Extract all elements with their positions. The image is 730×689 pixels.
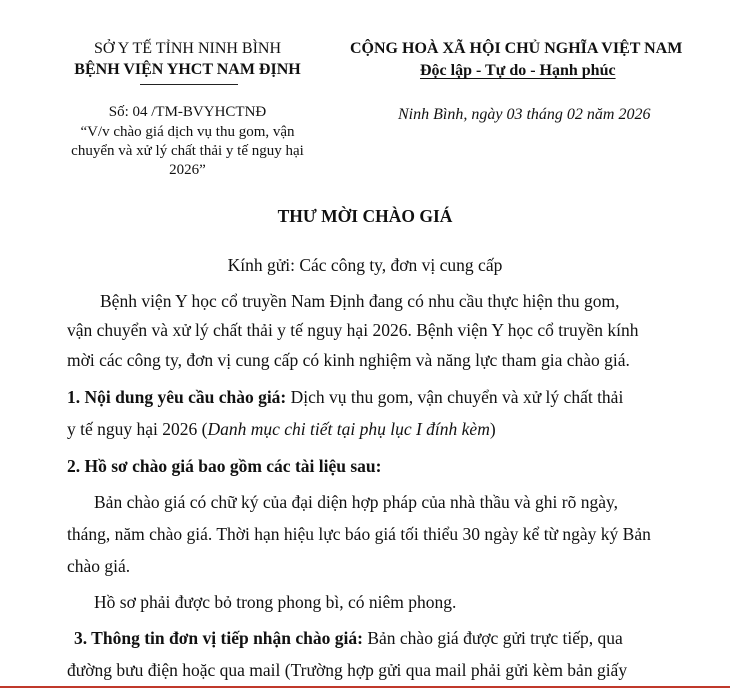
- section-3-text-1: Bản chào giá được gửi trực tiếp, qua: [362, 628, 623, 648]
- section-1-line-1: [67, 387, 623, 408]
- hospital-name: BỆNH VIỆN YHCT NAM ĐỊNH: [74, 61, 301, 78]
- intro-line-2: vận chuyển và xử lý chất thải y tế nguy hại 2026. Bệnh viện Y học cổ truyền kính: [67, 320, 639, 340]
- recipient-line: Kính gửi: Các công ty, đơn vị cung cấp: [227, 255, 503, 275]
- section-2-line-2: tháng, năm chào giá. Thời hạn hiệu lực báo giá tối thiểu 30 ngày kể từ ngày ký Bản: [67, 524, 651, 544]
- section-3-heading: 3. Thông tin đơn vị tiếp nhận chào giá:: [74, 628, 363, 648]
- intro-line-1: Bệnh viện Y học cổ truyền Nam Định đang có nhu cầu thực hiện thu gom,: [100, 291, 620, 311]
- document-title: THƯ MỜI CHÀO GIÁ: [277, 206, 453, 226]
- place-date: Ninh Bình, ngày 03 tháng 02 năm 2026: [398, 106, 651, 123]
- section-1-appendix-note: Danh mục chi tiết tại phụ lục I đính kèm: [207, 419, 490, 439]
- hospital-underline: [140, 84, 238, 85]
- national-motto: Độc lập - Tự do - Hạnh phúc: [420, 62, 616, 79]
- subject-line-3: 2026”: [169, 162, 206, 178]
- section-1-line-2: [67, 419, 496, 440]
- section-3-line-1: [74, 628, 623, 649]
- subject-line-1: “V/v chào giá dịch vụ thu gom, vận: [80, 124, 295, 140]
- section-1-text-1: Dịch vụ thu gom, vận chuyển và xử lý chất thải: [286, 387, 624, 407]
- section-2-heading: 2. Hồ sơ chào giá bao gồm các tài liệu sau:: [67, 456, 382, 476]
- section-1-heading: 1. Nội dung yêu cầu chào giá:: [67, 387, 287, 407]
- section-3-line-2: đường bưu điện hoặc qua mail (Trường hợp gửi qua mail phải gửi kèm bản giấy: [67, 660, 628, 680]
- section-2-line-1: Bản chào giá có chữ ký của đại diện hợp pháp của nhà thầu và ghi rõ ngày,: [94, 492, 618, 512]
- section-1-close-paren: ): [489, 419, 496, 439]
- intro-line-3: mời các công ty, đơn vị cung cấp có kinh nghiệm và năng lực tham gia chào giá.: [67, 350, 630, 370]
- page-edge-line: [0, 686, 730, 688]
- document-number: Số: 04 /TM-BVYHCTNĐ: [108, 104, 267, 120]
- section-1-text-2: y tế nguy hại 2026 (: [67, 419, 208, 439]
- nation-title: CỘNG HOÀ XÃ HỘI CHỦ NGHĨA VIỆT NAM: [350, 40, 683, 57]
- ministry-name: SỞ Y TẾ TỈNH NINH BÌNH: [93, 40, 282, 57]
- section-2-line-3: chào giá.: [67, 556, 131, 576]
- subject-line-2: chuyển và xử lý chất thải y tế nguy hại: [71, 143, 304, 159]
- section-2-line-4: Hồ sơ phải được bỏ trong phong bì, có niêm phong.: [94, 592, 457, 612]
